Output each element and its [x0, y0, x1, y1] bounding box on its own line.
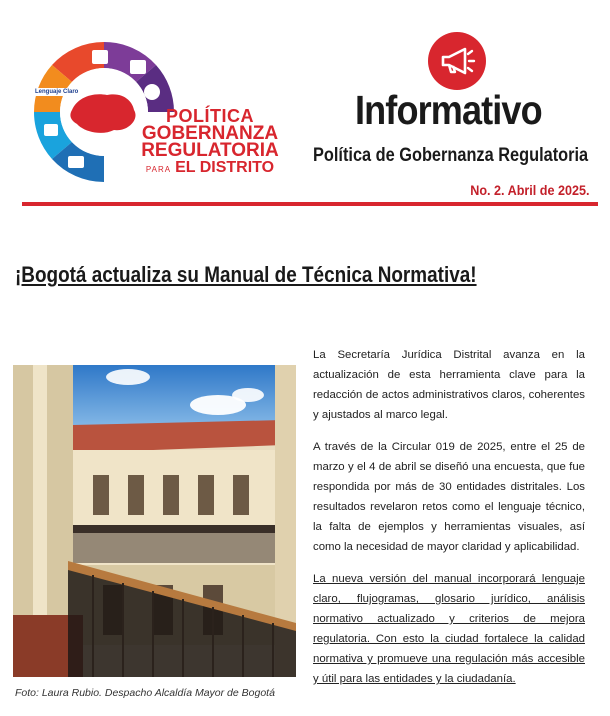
- logo-distrito: EL DISTRITO: [175, 159, 275, 176]
- article-photo: [13, 365, 296, 677]
- logo-line-2: GOBERNANZA: [141, 123, 279, 144]
- logo-text: [130, 108, 290, 178]
- newsletter-subtitle: Política de Gobernanza Regulatoria: [313, 145, 589, 166]
- photo-caption: Foto: Laura Rubio. Despacho Alcaldía Mayor de Bogotá: [15, 687, 275, 699]
- header-divider: [22, 202, 598, 206]
- logo-line-4: [130, 159, 290, 178]
- newsletter-title: Informativo: [355, 87, 542, 133]
- megaphone-icon: [428, 32, 486, 90]
- issue-number: No. 2. Abril de 2025.: [470, 182, 590, 198]
- logo-line-3: REGULATORIA: [141, 140, 279, 161]
- article-headline: ¡Bogotá actualiza su Manual de Técnica Normativa!: [15, 262, 477, 287]
- paragraph-highlight: La nueva versión del manual incorporará lenguaje claro, flujogramas, glosario jurídico, análisis normativo actualizado y criterios de mejora regulatoria. Con esto la ciudad fortalece la calidad normativa y promueve una regulación más accesible y útil para las entidades y la ciudadanía.: [313, 573, 585, 685]
- paragraph: A través de la Circular 019 de 2025, entre el 25 de marzo y el 4 de abril se diseñó una encuesta, que fue respondida por más de 30 entidades distritales. Los resultados revelaron retos como el lenguaje técnico, la falta de ejemplos y herramientas visuales, así como la necesidad de mayor claridad y aplicabilidad.: [313, 441, 585, 553]
- logo-badge: Lenguaje Claro: [35, 89, 79, 95]
- logo-para: PARA: [145, 165, 172, 174]
- logo-line-1: POLÍTICA: [166, 106, 254, 126]
- article-body: [313, 345, 585, 701]
- paragraph: La Secretaría Jurídica Distrital avanza en la actualización de esta herramienta clave para la redacción de actos administrativos claros, coherentes y ajustados al marco legal.: [313, 349, 585, 421]
